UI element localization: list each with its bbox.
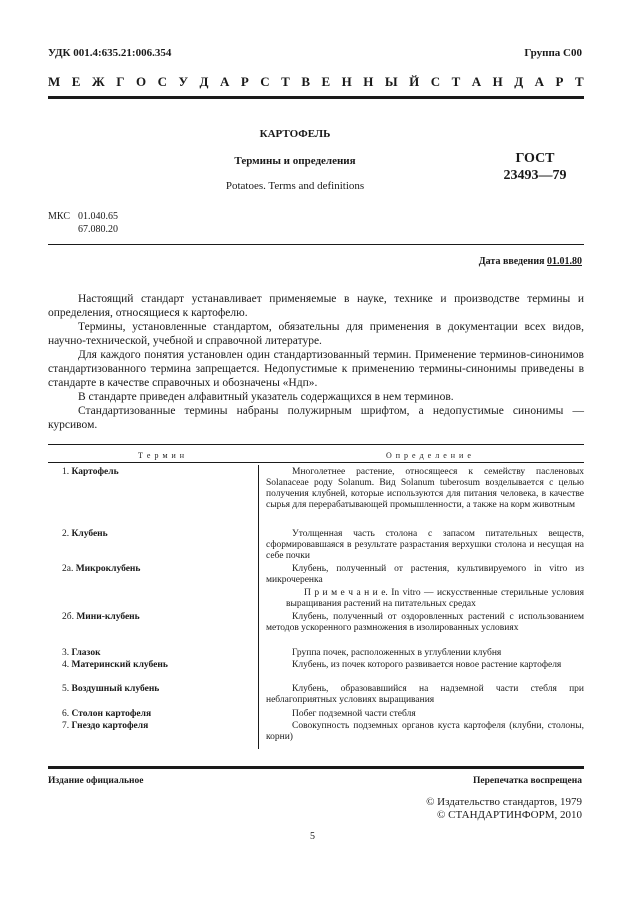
banner-letter: Р [240, 74, 249, 89]
banner-letter: Д [514, 74, 524, 89]
interstate-standard-banner [48, 74, 584, 90]
table-column-divider [258, 465, 259, 749]
banner-letter: Ы [384, 74, 398, 89]
document-title: КАРТОФЕЛЬ [259, 128, 331, 140]
table-row-term: 4. Материнский клубень [62, 660, 168, 670]
banner-letter: Н [363, 74, 374, 89]
table-row-term: 2а. Микроклубень [62, 564, 141, 574]
group-code: Группа С00 [524, 47, 582, 59]
gost-label: ГОСТ [515, 151, 555, 166]
table-row-definition: Клубень, полученный от оздоровленных растений с использованием методов ускоренного размножения в изолированных условиях [266, 612, 584, 633]
table-row-term: 2б. Мини-клубень [62, 612, 140, 622]
banner-letter: Е [321, 74, 331, 89]
table-row-definition: Группа почек, расположенных в углублении клубня [292, 648, 502, 658]
banner-letter: А [471, 74, 482, 89]
official-edition: Издание официальное [48, 776, 144, 786]
banner-letter: У [178, 74, 189, 89]
page-number: 5 [310, 831, 315, 842]
banner-letter: О [136, 74, 147, 89]
table-row-term: 1. Картофель [62, 467, 119, 477]
table-row-term: 7. Гнездо картофеля [62, 721, 149, 731]
intro-paragraph: Для каждого понятия установлен один стандартизованный термин. Применение терминов-синонимов стандартизованного термина запрещается. Недопустимые к применению термины-синонимы приведены в стандарте в качестве справочных и обозначены «Ндп». [48, 349, 584, 389]
introduction-date [479, 256, 582, 267]
table-top-rule [48, 444, 584, 445]
banner-letter: С [157, 74, 168, 89]
banner-letter: Н [341, 74, 352, 89]
table-row-definition: Утолщенная часть столона с запасом питательных веществ, сформировавшаяся в результате разрастания верхушки столона и несущая на себе почки [266, 529, 584, 561]
table-row-definition: Совокупность подземных органов куста картофеля (клубни, столоны, корни) [266, 721, 584, 742]
mks-label: МКС [48, 211, 70, 222]
banner-letter: М [48, 74, 61, 89]
banner-letter: Г [116, 74, 125, 89]
column-header-term: Т е р м и н [138, 451, 186, 460]
table-row-definition: Многолетнее растение, относящееся к семейству пасленовых Solanaceae роду Solanum. Вид Solanum tuberosum возделывается с целью получения клубней, которые используются для питания человека, в качестве сырья для перерабатывающей промышленности, а также на корм животным [266, 467, 584, 510]
intro-paragraph: В стандарте приведен алфавитный указатель содержащихся в нем терминов. [78, 391, 454, 403]
banner-letter: Р [555, 74, 564, 89]
table-row-definition: Клубень, образовавшийся на надземной части стебля при неблагоприятных условиях выращивания [266, 684, 584, 705]
banner-letter: Д [199, 74, 209, 89]
udk-code: УДК 001.4:635.21:006.354 [48, 47, 172, 59]
banner-letter: Й [409, 74, 420, 89]
date-label: Дата введения [478, 256, 545, 267]
intro-text [48, 292, 584, 432]
table-row-term: 5. Воздушный клубень [62, 684, 160, 694]
mks-rule [48, 244, 584, 245]
intro-paragraph: Настоящий стандарт устанавливает применяемые в науке, технике и производстве термины и определения, относящиеся к картофелю. [48, 293, 584, 319]
intro-paragraph: Термины, установленные стандартом, обязательны для применения в документации всех видов, научно-технической, учебной и справочной литературе. [48, 321, 584, 347]
banner-letter: В [301, 74, 310, 89]
banner-letter: Т [451, 74, 461, 89]
banner-letter: Т [281, 74, 290, 89]
document-subtitle: Термины и определения [234, 155, 356, 167]
banner-letter: А [219, 74, 230, 89]
reprint-prohibited: Перепечатка воспрещена [472, 776, 582, 786]
copyright [322, 796, 582, 822]
copyright-line-2: © СТАНДАРТИНФОРМ, 2010 [437, 809, 582, 821]
table-row-definition: Побег подземной части стебля [292, 709, 416, 719]
mks-code-1: 01.040.65 [78, 211, 118, 222]
column-header-definition: О п р е д е л е н и е [386, 451, 472, 460]
footer-rule [48, 766, 584, 769]
table-row-definition: Клубень, из почек которого развивается новое растение картофеля [292, 660, 562, 670]
table-row-term: 2. Клубень [62, 529, 108, 539]
english-title: Potatoes. Terms and definitions [225, 180, 365, 192]
banner-letter: С [260, 74, 270, 89]
banner-letter: Т [574, 74, 584, 89]
date-value: 01.01.80 [547, 256, 582, 267]
banner-letter: Е [71, 74, 81, 89]
mks-code-2: 67.080.20 [78, 224, 118, 235]
intro-paragraph: Стандартизованные термины набраны полужирным шрифтом, а недопустимые синонимы — курсивом. [48, 405, 584, 431]
banner-letter: А [534, 74, 545, 89]
header-rule [48, 96, 584, 99]
table-header-rule [48, 462, 584, 463]
table-row-definition: Клубень, полученный от растения, культивируемого in vitro из микрочеренка [266, 564, 584, 585]
table-note: П р и м е ч а н и е. In vitro — искусственные стерильные условия выращивания растений на питательных средах [286, 588, 584, 609]
banner-letter: Ж [91, 74, 105, 89]
gost-number: 23493—79 [503, 168, 567, 183]
banner-letter: С [430, 74, 441, 89]
table-row-term: 6. Столон картофеля [62, 709, 152, 719]
copyright-line-1: © Издательство стандартов, 1979 [426, 796, 582, 808]
banner-letter: Н [492, 74, 503, 89]
table-row-term: 3. Глазок [62, 648, 101, 658]
